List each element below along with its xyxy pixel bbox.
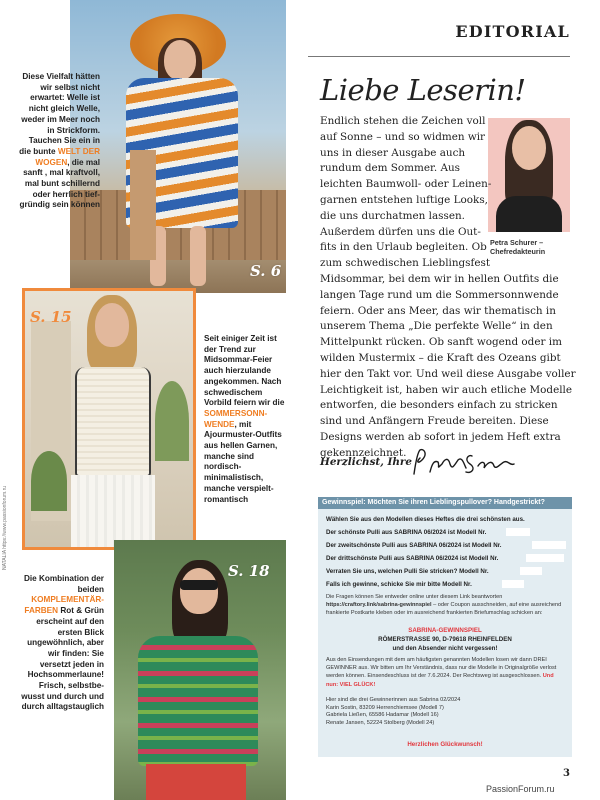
blurb-highlight: SOMMERSONNWENDE bbox=[204, 408, 268, 429]
blurb-highlight: WELT DER WOGEN bbox=[35, 146, 100, 167]
pleated-skirt bbox=[71, 475, 155, 550]
face bbox=[95, 303, 129, 347]
answer-field-4[interactable] bbox=[520, 567, 542, 575]
good-luck: Und nun: VIEL GLÜCK! bbox=[326, 673, 554, 688]
body-line: fits in den Urlaub begleiten. Ob bbox=[320, 241, 487, 254]
answer-field-2[interactable] bbox=[532, 541, 566, 549]
section-title: EDITORIAL bbox=[455, 22, 570, 41]
striped-sweater bbox=[138, 636, 258, 766]
body-line: sind und Anfängern Freude bereiten. Diese bbox=[320, 415, 549, 428]
face bbox=[180, 568, 218, 614]
body-line: Endlich stehen die Zeichen voll bbox=[320, 115, 486, 127]
body-line: wilden Mustermix – die Kraft des Ozeans gibt bbox=[320, 351, 561, 364]
winner-item: Gabriela Ließen, 65586 Hadamar (Modell 16) bbox=[326, 712, 439, 719]
headline: Liebe Leserin! bbox=[320, 73, 526, 107]
caption-name: Petra Schurer – bbox=[490, 238, 544, 247]
contest-question: Verraten Sie uns, welchen Pulli Sie stricken? Modell Nr. bbox=[326, 568, 489, 575]
page-number: 3 bbox=[563, 768, 570, 779]
sunglasses bbox=[180, 580, 218, 590]
caption-role: Chefredakteurin bbox=[490, 247, 546, 256]
blurb-text: Die Kombination der beiden bbox=[23, 574, 104, 594]
contest-address-street: RÖMERSTRASSE 90, D-79618 RHEINFELDEN bbox=[378, 636, 512, 643]
congrats: Herzlichen Glückwunsch! bbox=[407, 741, 483, 748]
blurb-text: Diese Vielfalt hätten wir selbst nicht erwartet: Welle ist nicht gleich Welle, weder im Meer noch in Strickform. Tauchen Sie ein in die bunte bbox=[19, 72, 100, 156]
body-line: auf Sonne – und so widmen wir bbox=[320, 130, 486, 143]
editorial-body bbox=[320, 114, 578, 462]
winner-item: Karin Sostin, 83209 Herrenchiemsee (Modell 7) bbox=[326, 704, 444, 711]
answer-field-3[interactable] bbox=[526, 554, 564, 562]
leg bbox=[190, 226, 206, 286]
section-rule bbox=[308, 56, 570, 57]
contest-rules bbox=[326, 656, 566, 689]
red-pants bbox=[146, 764, 246, 800]
plant bbox=[155, 381, 189, 461]
body-line: Leichtigkeit ist, haben wir auch etliche Modelle bbox=[320, 383, 573, 396]
answer-field-1[interactable] bbox=[506, 528, 530, 536]
page-ref-6: S. 6 bbox=[250, 262, 282, 280]
winners-list bbox=[326, 697, 460, 727]
blurb-complementary bbox=[20, 574, 104, 713]
contest-link[interactable]: https://craftory.link/sabrina-gewinnspiel bbox=[326, 602, 432, 609]
body-line: die uns durchatmen lassen. bbox=[320, 209, 465, 222]
contest-title: Gewinnspiel: Möchten Sie ihren Lieblingspullover? Handgestrickt? bbox=[318, 497, 572, 509]
contest-address-name: SABRINA-GEWINNSPIEL bbox=[408, 627, 482, 634]
signoff: Herzlichst, Ihre bbox=[320, 456, 412, 468]
page-ref-15: S. 15 bbox=[30, 308, 72, 326]
body-line: entworfen, die besonders einfach zu stricken bbox=[320, 399, 558, 412]
contest-question: Der schönste Pulli aus SABRINA 06/2024 ist Modell Nr. bbox=[326, 529, 487, 536]
photo-wave-dress bbox=[70, 0, 286, 293]
blurb-text: , mit Ajourmuster-Outfits aus hellen Garnen, manche sind nordisch-minimalistisch, manche verspielt-romantisch bbox=[204, 419, 282, 504]
winner-item: Renate Jansen, 52224 Stolberg (Modell 24) bbox=[326, 719, 435, 726]
signature bbox=[408, 446, 518, 480]
body-line: uns in dieser Ausgabe auch bbox=[320, 146, 466, 159]
face bbox=[164, 40, 196, 80]
answer-field-5[interactable] bbox=[502, 580, 524, 588]
body-line: unserem Thema „Die perfekte Welle“ in den bbox=[320, 320, 553, 333]
body-line: garnen entstehen luftige Looks, bbox=[320, 193, 488, 206]
contest-question: Der drittschönste Pulli aus SABRINA 06/2024 ist Modell Nr. bbox=[326, 555, 499, 562]
blurb-midsommar bbox=[204, 334, 290, 505]
contest-address-note: und den Absender nicht vergessen! bbox=[392, 645, 498, 652]
contest-question: Wählen Sie aus den Modellen dieses Heftes die drei schönsten aus. bbox=[326, 516, 525, 523]
body-line: feiern. Oder ans Meer, das wir thematisch in bbox=[320, 304, 556, 317]
contest-question: Der zweitschönste Pulli aus SABRINA 06/2024 ist Modell Nr. bbox=[326, 542, 502, 549]
blurb-highlight: KOMPLEMENTÄRFARBEN bbox=[24, 595, 104, 616]
blurb-text: Rot & Grün erscheint auf den ersten Blick ungewöhnlich, aber wir finden: Sie versetzt jeden in Hochsommerlaune! Frisch, selbstbewusst und durch und durch alltagstauglich bbox=[21, 606, 104, 712]
body-line: Designs werden ab sofort in jedem Heft extra bbox=[320, 430, 561, 443]
body-line: Außerdem dürfen uns die Out- bbox=[320, 225, 481, 238]
contest-box bbox=[318, 497, 572, 757]
blurb-waves bbox=[16, 72, 100, 211]
body-line: langen Tage rund um die Sommersonnwende bbox=[320, 288, 559, 301]
body-line: Mittelpunkt rücken. Ob sanft wogend oder im bbox=[320, 336, 562, 349]
body-line: hier den Takt vor. Und weil diese Ausgabe voller bbox=[320, 367, 576, 380]
body-line: rundum dem Sommer. Aus bbox=[320, 162, 460, 175]
crochet-top bbox=[75, 367, 151, 477]
page-ref-18: S. 18 bbox=[228, 562, 270, 580]
body-line: zum schwedischen Lieblingsfest bbox=[320, 257, 491, 270]
photo-midsommar-top bbox=[22, 288, 196, 550]
winners-title: Hier sind die drei Gewinnerinnen aus Sabrina 02/2024 bbox=[326, 697, 461, 703]
wooden-post bbox=[130, 150, 156, 260]
body-line: leichten Baumwoll- oder Leinen- bbox=[320, 178, 492, 191]
info-text: Die Fragen können Sie entweder online unter diesem Link beantworten bbox=[326, 594, 503, 600]
info-text: – oder Coupon ausschneiden, auf eine ausreichend frankierte Postkarte kleben oder im ausreichend frankierten Briefumschlag schicken an: bbox=[326, 602, 562, 617]
rules-text: Aus den Einsendungen mit dem am häufigsten genannten Modellen losen wir dann DREI GEWINNER aus. Wir bitten um Ihr Verständnis, dass nur die Modelle in Originalgröße verlost werden können. Einsendeschluss ist der 7.6.2024. Der Rechtsweg ist ausgeschlossen. bbox=[326, 657, 557, 680]
watermark: PassionForum.ru bbox=[486, 784, 555, 794]
body-line: Midsommar, bei dem wir in hellen Outfits die bbox=[320, 272, 559, 285]
photo-credit: NATALIA https://www.passionforum.ru bbox=[2, 485, 8, 570]
blurb-text: Seit einiger Zeit ist der Trend zur Midsommar-Feier auch hierzulande angekommen. Nach schwedischem Vorbild feiern wir die bbox=[204, 334, 285, 408]
plant bbox=[31, 451, 67, 511]
body-line: gekennzeichnet. bbox=[320, 446, 407, 459]
blurb-text: , die mal sanft , mal kraftvoll, mal bunt schillernd oder herrlich tiefgründig sein können bbox=[19, 157, 100, 210]
contest-info bbox=[326, 593, 566, 618]
contest-question: Falls ich gewinne, schicke Sie mir bitte Modell Nr. bbox=[326, 581, 472, 588]
